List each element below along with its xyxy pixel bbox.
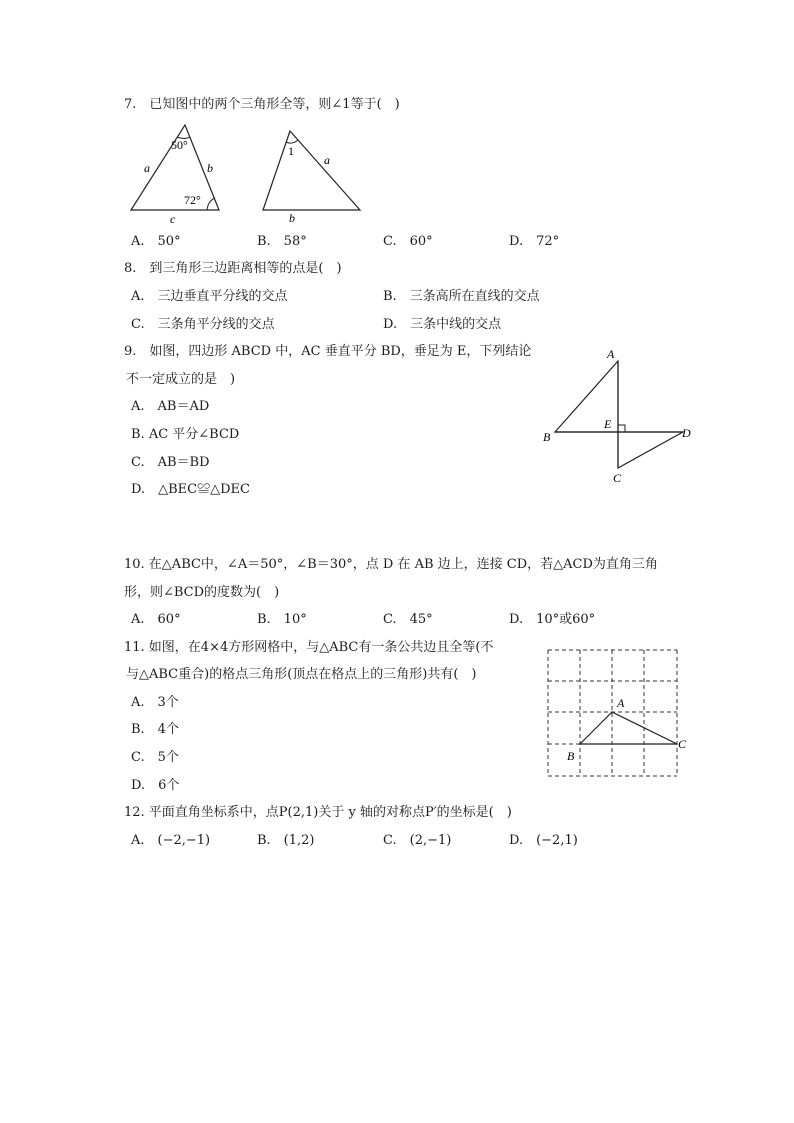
- q9-label-e: E: [604, 417, 612, 431]
- q9-label-b: B: [543, 430, 551, 444]
- q11-label-b: B: [567, 749, 575, 763]
- q9-option-b[interactable]: B. AC 平分∠BCD: [131, 427, 240, 442]
- q7-option-b[interactable]: B. 58°: [257, 234, 307, 249]
- q9-label-d: D: [682, 426, 691, 440]
- q10-option-c[interactable]: C. 45°: [383, 612, 433, 627]
- q9-stem-line-1: 9. 如图，四边形 ABCD 中，AC 垂直平分 BD，垂足为 E，下列结论: [124, 344, 532, 359]
- q11-label-c: C: [678, 737, 687, 751]
- q12-option-a[interactable]: A. (−2,−1): [131, 833, 211, 848]
- q7-option-a[interactable]: A. 50°: [131, 234, 181, 249]
- q11-option-a[interactable]: A. 3个: [131, 695, 179, 710]
- q7-fig1-side-c: c: [170, 212, 176, 226]
- q12-option-b[interactable]: B. (1,2): [257, 833, 315, 848]
- q9-option-a[interactable]: A. AB＝AD: [131, 399, 210, 414]
- q7-figure: [120, 118, 370, 230]
- q10-stem-line-2: 形，则∠BCD的度数为( ): [124, 585, 280, 600]
- q9-quadrilateral: [555, 361, 683, 468]
- q7-stem: 7. 已知图中的两个三角形全等，则∠1等于( ): [124, 97, 400, 112]
- q7-fig1-angle-top: 50°: [171, 138, 188, 152]
- q9-stem-line-2: 不一定成立的是 ): [126, 372, 236, 387]
- q7-option-c[interactable]: C. 60°: [383, 234, 433, 249]
- q9-option-d[interactable]: D. △BEC≌△DEC: [131, 482, 250, 497]
- q7-fig1-side-a: a: [144, 161, 150, 175]
- q10-option-b[interactable]: B. 10°: [257, 612, 307, 627]
- q8-option-d[interactable]: D. 三条中线的交点: [383, 317, 502, 332]
- q7-option-d[interactable]: D. 72°: [509, 234, 560, 249]
- q11-option-b[interactable]: B. 4个: [131, 722, 179, 737]
- q11-stem-line-2: 与△ABC重合)的格点三角形(顶点在格点上的三角形)共有( ): [126, 667, 477, 682]
- q10-option-d[interactable]: D. 10°或60°: [509, 612, 596, 627]
- q7-angle-arc-1: [286, 140, 298, 143]
- q12-option-d[interactable]: D. (−2,1): [509, 833, 578, 848]
- q9-option-c[interactable]: C. AB＝BD: [131, 455, 210, 470]
- q7-fig2-side-a: a: [324, 153, 330, 167]
- q11-figure: [540, 642, 700, 782]
- q7-angle-arc-right: [207, 198, 215, 210]
- q7-fig1-angle-right: 72°: [184, 193, 201, 207]
- q12-stem: 12. 平面直角坐标系中，点P(2,1)关于 y 轴的对称点P′的坐标是( ): [124, 805, 512, 820]
- q8-option-a[interactable]: A. 三边垂直平分线的交点: [131, 289, 288, 304]
- q8-option-b[interactable]: B. 三条高所在直线的交点: [383, 289, 540, 304]
- q9-label-a: A: [607, 347, 615, 361]
- q7-triangle-2: [263, 131, 360, 210]
- q10-stem-line-1: 10. 在△ABC中，∠A＝50°，∠B＝30°，点 D 在 AB 边上，连接 CD，若△ACD为直角三角: [124, 557, 658, 572]
- q9-right-angle-mark: [618, 425, 625, 432]
- q7-fig2-side-b: b: [289, 211, 295, 225]
- q10-option-a[interactable]: A. 60°: [131, 612, 181, 627]
- q8-option-c[interactable]: C. 三条角平分线的交点: [131, 317, 275, 332]
- q11-stem-line-1: 11. 如图，在4×4方形网格中，与△ABC有一条公共边且全等(不: [124, 640, 494, 655]
- q11-triangle-abc: [580, 712, 677, 744]
- q11-label-a: A: [617, 696, 625, 710]
- q9-figure: [538, 344, 698, 488]
- q12-option-c[interactable]: C. (2,−1): [383, 833, 452, 848]
- q11-option-c[interactable]: C. 5个: [131, 750, 179, 765]
- q8-stem: 8. 到三角形三边距离相等的点是( ): [124, 261, 342, 276]
- q9-label-c: C: [613, 471, 622, 485]
- q7-fig1-side-b: b: [207, 161, 213, 175]
- q11-option-d[interactable]: D. 6个: [131, 778, 180, 793]
- q7-fig2-angle-1: 1: [288, 144, 294, 158]
